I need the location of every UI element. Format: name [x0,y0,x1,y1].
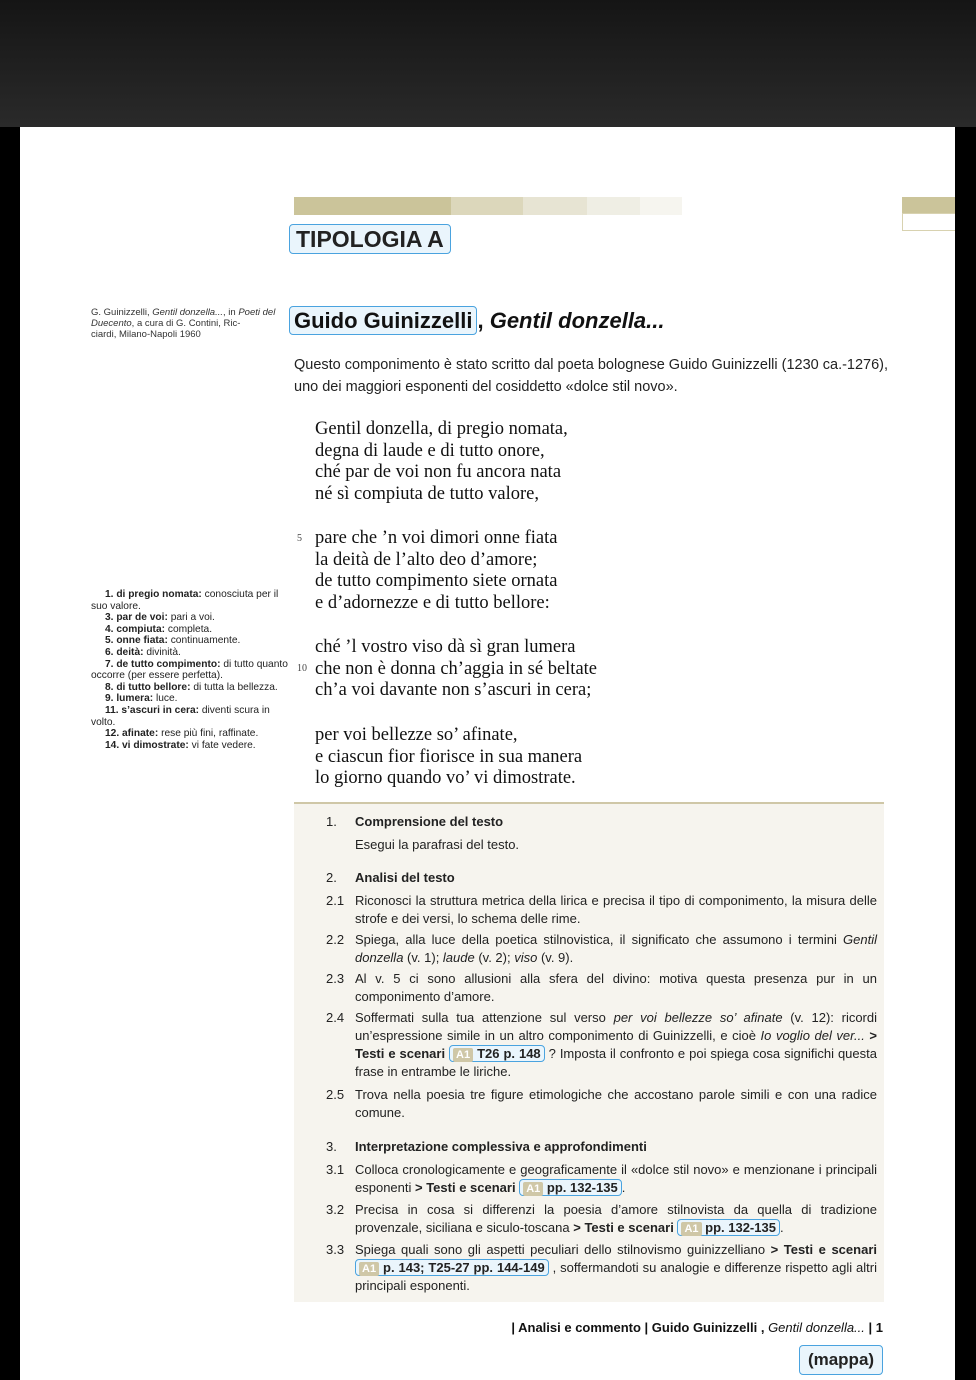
title-separator: , [477,308,484,333]
footnote: 9. lumera: luce. [105,693,178,705]
footnote: 11. s’ascuri in cera: diventi scura in volto. [91,704,270,728]
tipologia-heading[interactable]: TIPOLOGIA A [289,224,451,254]
exercise-panel: 1. Comprensione del testo Esegui la parafrasi del testo. 2. Analisi del testo 2.1 Riconosci la struttura metrica della lirica e precisa il tipo di componimento, la misura delle strofe e dei versi, lo schema delle rime. 2.2 Spiega, alla luce della poetica stilnovistica, il significato che assumono i termini Gentil donzella (v. 1); laude (v. 2); viso (v. 9). 2.3 Al v. 5 ci sono allusioni alla sfera del divino: motiva questa presenza pur in un componimento d’amore. 2.4 Soffermati sulla tua attenzione sul verso per voi bellezze so’ afinate (v. 12): ricordi un’espressione simile in un altro componimento di Guinizzelli, e cioè Io voglio del ver... > Testi e scenari A1 T26 p. 148 ? Imposta il confronto e poi spiega cosa significhi questa frase in entrambe le liriche. 2.5 Trova nella poesia tre figure etimologiche che accostano parole simili e con una radice comune. 3. Interpretazione complessiva e approfondimenti 3.1 Colloca cronologicamente e geograficamente il «dolce stil novo» e menzionane i principali esponenti > Testi e scenari A1 pp. 132-135 . 3.2 Precisa in cosa si differenzi la poesia d’amore stilnovista da quella di tradizione provenzale, siciliana e siculo-toscana > Testi e scenari A1 pp. 132-135 . 3.3 Spiega quali sono gli aspetti peculiari dello stilnovismo guinizzelliano > Testi e scenari A1 p. 143; T25-27 pp. 144-149 , soffermandoti su analogie e differenze rispetto agli altri principali esponenti. [294,802,884,1302]
footnote: 12. afinate: rese più fini, raffinate. [105,728,259,740]
decorative-side-bar-outline [902,213,955,231]
document-page [20,127,955,1380]
intro-paragraph: Questo componimento è stato scritto dal poeta bolognese Guido Guinizzelli (1230 ca.-1276), uno dei maggiori esponenti del cosiddetto «dolce stil novo». [294,357,889,395]
footnote: 8. di tutto bellore: di tutta la bellezza. [105,681,278,693]
poem-line: e d’adornezze e di tutto bellore: [315,593,550,613]
author-link[interactable]: Guido Guinizzelli [289,306,477,335]
poem-line: ché ’l vostro viso dà sì gran lumera [315,637,576,657]
volume-badge: A1 [359,1262,379,1276]
footnote: 5. onne fiata: continuamente. [105,635,241,647]
footnotes [91,589,291,751]
footnote: 1. di pregio nomata: conosciuta per il suo valore. [91,589,279,612]
footnote: 14. vi dimostrate: vi fate vedere. [105,739,256,751]
poem-line: e ciascun fior fiorisce in sua manera [315,747,583,767]
poem-line: de tutto compimento siete ornata [315,571,558,591]
poem-line: per voi bellezze so’ afinate, [315,725,518,745]
line-number: 10 [297,663,307,674]
textbook-link[interactable]: A1 pp. 132-135 [677,1219,780,1236]
poem-title [289,306,665,335]
decorative-side-bar [902,197,955,213]
textbook-link[interactable]: A1 pp. 132-135 [519,1179,622,1196]
poem-line: la deità de l’alto deo d’amore; [315,550,538,570]
textbook-link[interactable]: A1 p. 143; T25-27 pp. 144-149 [355,1259,549,1276]
viewer-top-bar [0,0,976,127]
source-citation: G. Guinizzelli, Gentil donzella..., in Poeti del Duecento, a cura di G. Contini, Ric- ciardi, Milano-Napoli 1960 [91,307,276,340]
poem-line: Gentil donzella, di pregio nomata, [315,419,568,439]
volume-badge: A1 [523,1182,543,1196]
decorative-color-bars [294,197,682,215]
footnote: 4. compiuta: completa. [105,623,213,635]
poem-line: pare che ’n voi dimori onne fiata [315,528,558,548]
work-title: Gentil donzella... [489,308,665,333]
line-number: 5 [297,533,302,544]
footnote: 3. par de voi: pari a voi. [105,612,215,624]
mappa-button[interactable]: (mappa) [799,1345,883,1375]
footnote: 6. deità: divinità. [105,646,181,658]
poem-line: che non è donna ch’aggia in sé beltate [315,659,598,679]
page-footer: | Analisi e commento | Guido Guinizzelli , Gentil donzella... | 1 [511,1320,883,1335]
textbook-link[interactable]: A1 T26 p. 148 [449,1045,545,1062]
poem-line: degna di laude e di tutto onore, [315,441,545,461]
footnote: 7. de tutto compimento: di tutto quanto occorre (per essere perfetta). [91,658,288,682]
poem-line: ché par de voi non fu ancora nata [315,462,562,482]
poem-line: né sì compiuta de tutto valore, [315,484,539,504]
volume-badge: A1 [453,1048,473,1062]
volume-badge: A1 [681,1222,701,1236]
poem-line: lo giorno quando vo’ vi dimostrate. [315,768,576,788]
poem-line: ch’a voi davante non s’ascuri in cera; [315,680,592,700]
